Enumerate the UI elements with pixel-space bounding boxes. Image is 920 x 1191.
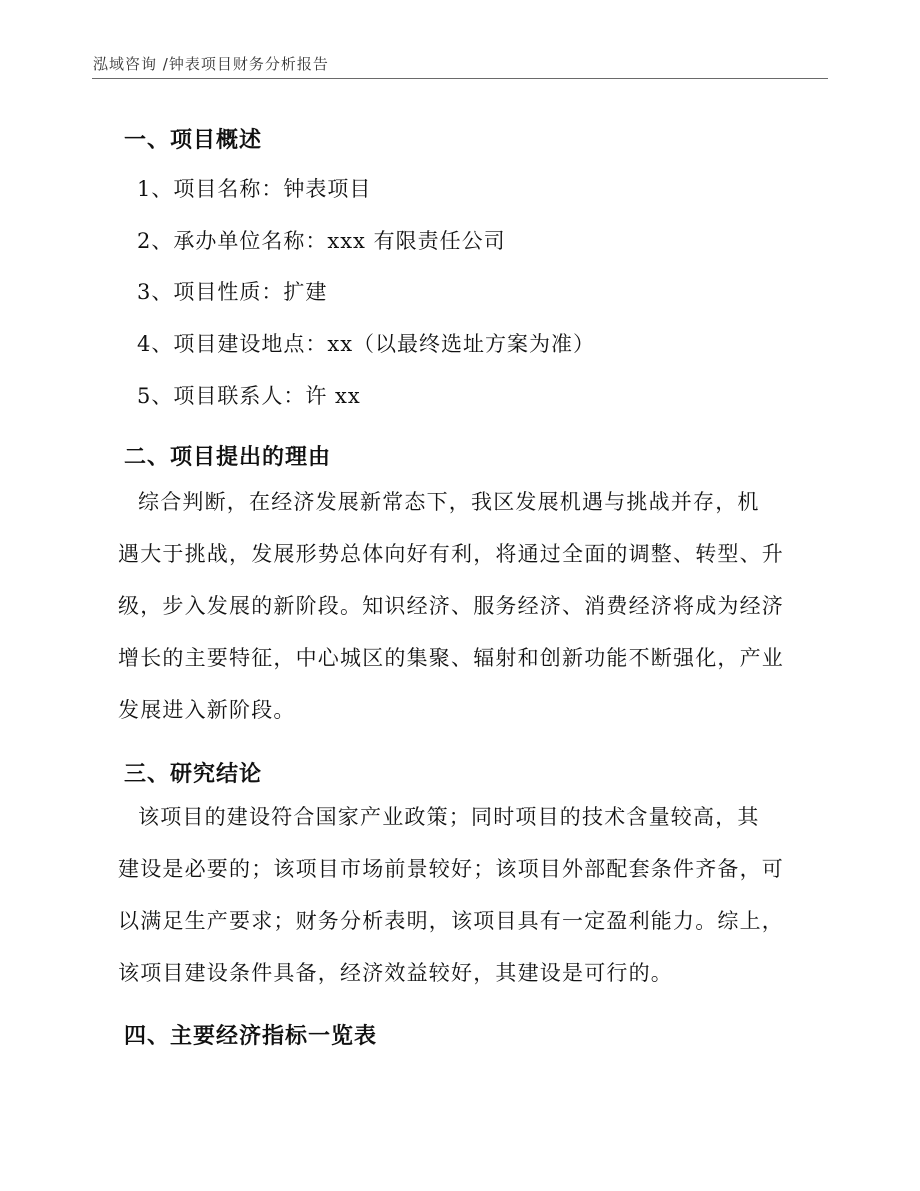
conclusion-line: 该项目的建设符合国家产业政策；同时项目的技术含量较高，其: [138, 805, 760, 829]
overview-item-location: 4、项目建设地点：xx（以最终选址方案为准）: [137, 332, 596, 356]
rationale-line: 综合判断，在经济发展新常态下，我区发展机遇与挑战并存，机: [138, 490, 760, 514]
section-heading-indicators: 四、主要经济指标一览表: [124, 1024, 378, 1049]
rationale-line: 遇大于挑战，发展形势总体向好有利，将通过全面的调整、转型、升: [118, 542, 784, 566]
overview-item-contact: 5、项目联系人：许 xx: [137, 384, 361, 408]
conclusion-line: 以满足生产要求；财务分析表明，该项目具有一定盈利能力。综上，: [118, 909, 784, 933]
rationale-line: 级，步入发展的新阶段。知识经济、服务经济、消费经济将成为经济: [118, 594, 784, 618]
section-heading-overview: 一、项目概述: [124, 128, 263, 153]
rationale-line: 发展进入新阶段。: [118, 698, 296, 722]
rationale-paragraph: [118, 476, 818, 736]
rationale-line: 增长的主要特征，中心城区的集聚、辐射和创新功能不断强化，产业: [118, 646, 784, 670]
overview-item-name: 1、项目名称：钟表项目: [137, 177, 372, 201]
running-header: 泓域咨询 /钟表项目财务分析报告: [93, 55, 329, 73]
header-rule: [92, 78, 828, 79]
overview-item-company: 2、承办单位名称：xxx 有限责任公司: [137, 229, 506, 253]
section-heading-rationale: 二、项目提出的理由: [124, 445, 332, 470]
conclusion-line: 建设是必要的；该项目市场前景较好；该项目外部配套条件齐备，可: [118, 857, 784, 881]
section-heading-conclusion: 三、研究结论: [124, 762, 263, 787]
conclusion-line: 该项目建设条件具备，经济效益较好，其建设是可行的。: [118, 961, 673, 985]
overview-item-nature: 3、项目性质：扩建: [137, 280, 328, 304]
conclusion-paragraph: [118, 791, 818, 999]
